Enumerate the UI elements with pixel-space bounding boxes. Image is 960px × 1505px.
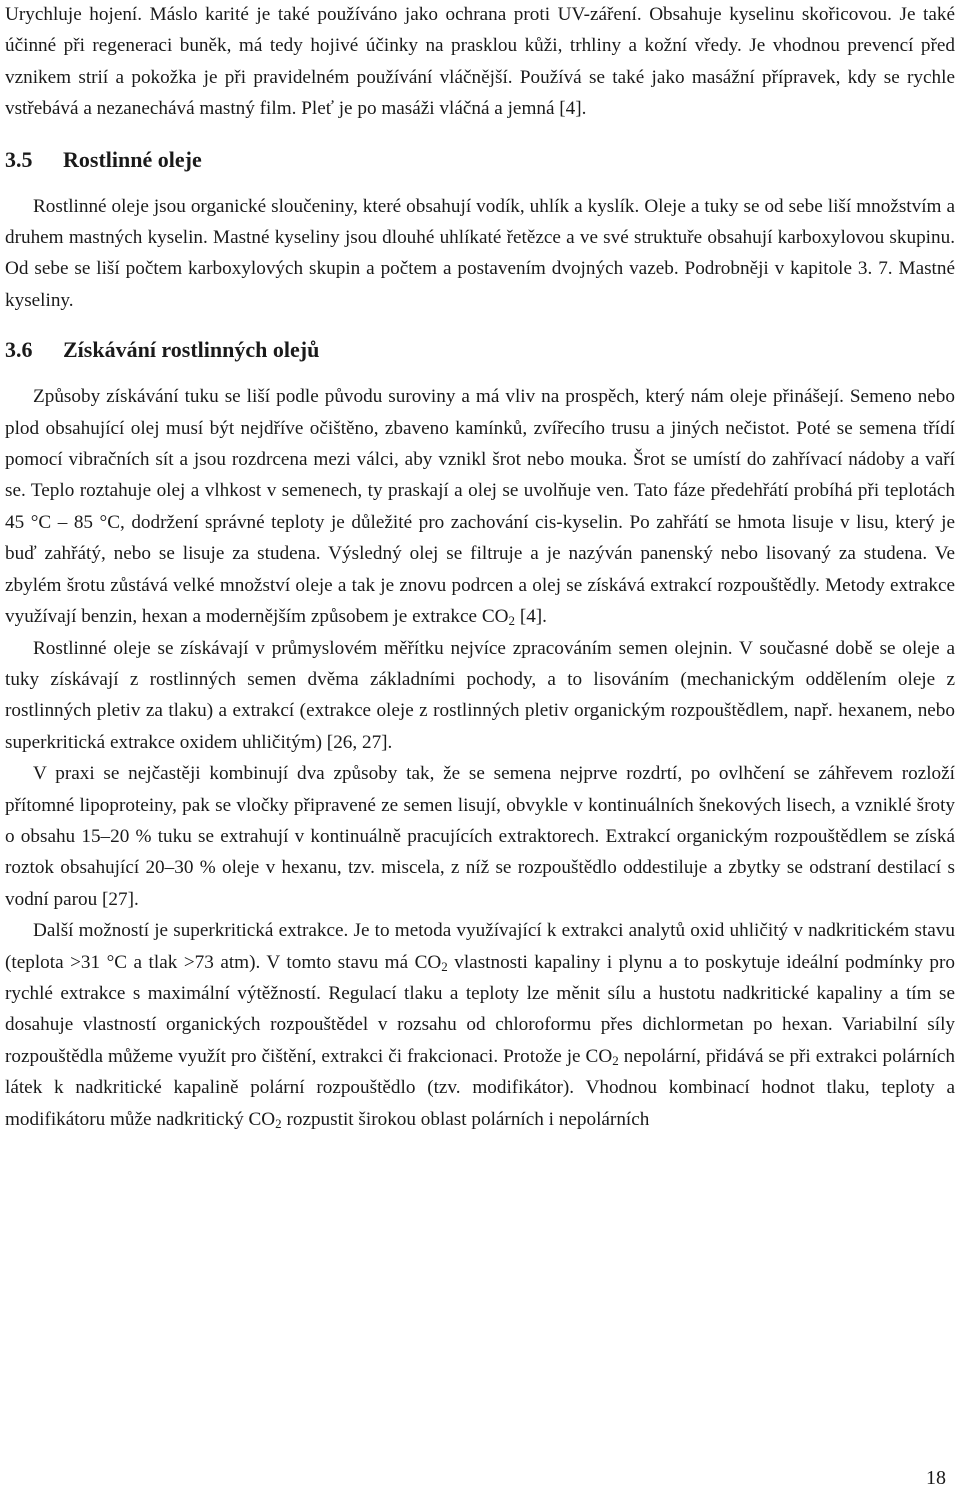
page-number: 18 [926, 1467, 946, 1489]
section-number: 3.6 [5, 337, 33, 363]
section-title: Získávání rostlinných olejů [63, 337, 320, 363]
section-number: 3.5 [5, 146, 33, 172]
subscript: 2 [275, 1115, 282, 1131]
section-3-6-paragraph-1 [5, 381, 955, 632]
intro-paragraph: Urychluje hojení. Máslo karité je také používáno jako ochrana proti UV-záření. Obsahuje kyselinu skořicovou. Je také účinné při regeneraci buněk, má tedy hojivé účinky na prasklou kůži, trhliny a kožní vředy. Je vhodnou prevencí před vznikem strií a pokožka je při pravidelném používání vláčnější. Používá se také jako masážní přípravek, kdy se rychle vstřebává a nezanechává mastný film. Pleť je po masáži vláčná a jemná [4]. [5, 4, 955, 120]
paragraph-text: Další možností je superkritická extrakce. Je to metoda využívající k extrakci analytů oxid uhličitý v nadkritickém stavu (teplota >31 °C a tlak >73 atm). V tomto stavu má CO [5, 920, 955, 973]
subscript: 2 [612, 1052, 619, 1068]
section-3-6-paragraph-2: Rostlinné oleje se získávají v průmyslovém měřítku nejvíce zpracováním semen olejnin. V současné době se oleje a tuky získávají z rostlinných semen dvěma základními pochody, a to lisováním (mechanickým oddělením oleje z rostlinných pletiv za tlaku) a extrakcí (extrakce oleje z rostlinných pletiv organickým rozpouštědlem, např. hexanem, nebo superkritická extrakce oxidem uhličitým) [26, 27]. [5, 637, 955, 753]
section-3-5-paragraph: Rostlinné oleje jsou organické sloučeniny, které obsahují vodík, uhlík a kyslík. Oleje a tuky se od sebe liší množstvím a druhem mastných kyselin. Mastné kyseliny jsou dlouhé uhlíkaté řetězce a ve své struktuře obsahují karboxylovou skupinu. Od sebe se liší počtem karboxylových skupin a počtem a postavením dvojných vazeb. Podrobněji v kapitole 3. 7. Mastné kyseliny. [5, 195, 955, 311]
section-heading-3-6 [5, 334, 955, 365]
paragraph-text: rozpustit širokou oblast polárních i nepolárních [281, 1108, 650, 1130]
paragraph-text: vlastnosti kapaliny i plynu a to poskytuje ideální podmínky pro rychlé extrakce s maximální výtěžností. Regulací tlaku a teploty lze měnit sílu a hustotu nadkritické kapaliny a tím se dosahuje vlastností organických rozpouštědel v rozsahu od chloroformu přes dichlormetan po hexan. Variabilní síly rozpouštědla můžeme využít pro čištění, extrakci či frakcionaci. Protože je CO [5, 951, 955, 1067]
section-3-6-paragraph-4 [5, 915, 955, 1135]
section-3-6-paragraph-3: V praxi se nejčastěji kombinují dva způsoby tak, že se semena nejprve rozdrtí, po ovlhčení se záhřevem rozloží přítomné lipoproteiny, pak se vločky připravené ze semen lisují, obvykle v kontinuálních šnekových lisech, a vzniklé šroty o obsahu 15–20 % tuku se extrahují v kontinuálně pracujících extraktorech. Extrakcí organickým rozpouštědlem se získá roztok obsahující 20–30 % oleje v hexanu, tzv. miscela, z níž se rozpouštědlo oddestiluje a zbytky se odstraní destilací s vodní parou [27]. [5, 763, 955, 910]
section-heading-3-5 [5, 144, 955, 175]
document-page [5, 0, 955, 1135]
paragraph-text: nepolární, přidává se při extrakci polárních látek k nadkritické kapalině polární rozpouštědlo (tzv. modifikátor). Vhodnou kombinací hodnot tlaku, teploty a modifikátoru může nadkritický CO [5, 1045, 955, 1130]
section-title: Rostlinné oleje [63, 146, 202, 172]
subscript: 2 [441, 958, 448, 974]
subscript: 2 [508, 613, 516, 629]
paragraph-text: [4]. [515, 606, 547, 628]
paragraph-text: Způsoby získávání tuku se liší podle původu suroviny a má vliv na prospěch, který nám oleje přinášejí. Semeno nebo plod obsahující olej musí být nejdříve očištěno, zbaveno kamínků, zvířecího trusu a jiných nečistot. Poté se semena třídí pomocí vibračních sít a jsou rozdrcena mezi válci, aby vznikl šrot nebo mouka. Šrot se umístí do zahřívací nádoby a vaří se. Teplo roztahuje olej a vlhkost v semenech, ty praskají a olej se uvolňuje ven. Tato fáze předehřátí probíhá při teplotách 45 °C – 85 °C, dodržení správné teploty je důležité pro zachování cis-kyselin. Po zahřátí se hmota lisuje v lisu, který je buď zahřátý, nebo se lisuje za studena. Výsledný olej se filtruje a je nazýván panenský nebo lisovaný za studena. Ve zbylém šrotu zůstává velké množství oleje a tak je znovu podrcen a olej se získává extrakcí rozpouštědly. Metody extrakce využívají benzin, hexan a modernějším způsobem je extrakce CO [5, 386, 955, 628]
